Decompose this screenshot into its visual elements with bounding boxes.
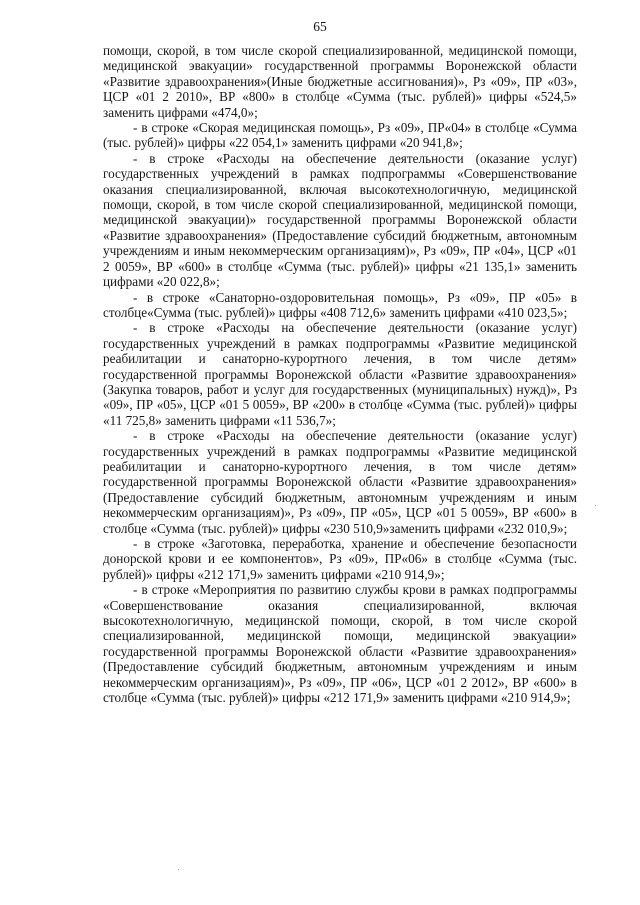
paragraph-specialized-care: - в строке «Расходы на обеспечение деятельности (оказание услуг) государственных учреждений в рамках подпрограммы «Совершенствование оказания специализированной, включая высокотехнологичную, медицинской помощи, скорой, в том числе скорой специализированной, медицинской помощи, медицинской эвакуации)» государственной программы Воронежской области «Развитие здравоохранения» (Предоставление субсидий бюджетным, автономным учреждениям и иным некоммерческим организациям)», Рз «09», ПР «04», ЦСР «01 2 0059», ВР «600» в столбце «Сумма (тыс. рублей)» цифры «21 135,1» заменить цифрами «20 022,8»; <box>103 150 577 290</box>
paragraph-continuation: помощи, скорой, в том числе скорой специализированной, медицинской помощи, медицинской эвакуации» государственной программы Воронежской области «Развитие здравоохранения»(Иные бюджетные ассигнования)», Рз «09», ПР «03», ЦСР «01 2 2010», ВР «800» в столбце «Сумма (тыс. рублей)» цифры «524,5» заменить цифрами «474,0»; <box>103 43 577 120</box>
scan-speck <box>178 869 179 870</box>
paragraph-blood-safety: - в строке «Заготовка, переработка, хранение и обеспечение безопасности донорской крови и ее компонентов», Рз «09», ПР«06» в столбце «Сумма (тыс. рублей)» цифры «212 171,9» заменить цифрами «210 914,9»; <box>103 536 577 582</box>
document-body <box>103 43 577 705</box>
paragraph-rehab-subsidies: - в строке «Расходы на обеспечение деятельности (оказание услуг) государственных учреждений в рамках подпрограммы «Развитие медицинской реабилитации и санаторно-курортного лечения, в том числе детям» государственной программы Воронежской области «Развитие здравоохранения» (Предоставление субсидий бюджетным, автономным учреждениям и иным некоммерческим организациям)», Рз «09», ПР «05», ЦСР «01 5 0059», ВР «600» в столбце «Сумма (тыс. рублей)» цифры «230 510,9»заменить цифрами «232 010,9»; <box>103 428 577 536</box>
paragraph-ambulance: - в строке «Скорая медицинская помощь», Рз «09», ПР«04» в столбце «Сумма (тыс. рублей)» цифры «22 054,1» заменить цифрами «20 941,8»; <box>103 120 577 151</box>
scan-speck <box>595 505 596 506</box>
paragraph-blood-service: - в строке «Мероприятия по развитию службы крови в рамках подпрограммы «Совершенствование оказания специализированной, включая высокотехнологичную, медицинской помощи, скорой, в том числе скорой специализированной, медицинской помощи, медицинской эвакуации» государственной программы Воронежской области «Развитие здравоохранения» (Предоставление субсидий бюджетным, автономным учреждениям и иным некоммерческим организациям)», Рз «09», ПР «06», ЦСР «01 2 2012», ВР «600» в столбце «Сумма (тыс. рублей)» цифры «212 171,9» заменить цифрами «210 914,9»; <box>103 582 577 706</box>
paragraph-rehab-procurement: - в строке «Расходы на обеспечение деятельности (оказание услуг) государственных учреждений в рамках подпрограммы «Развитие медицинской реабилитации и санаторно-курортного лечения, в том числе детям» государственной программы Воронежской области «Развитие здравоохранения» (Закупка товаров, работ и услуг для государственных (муниципальных) нужд)», Рз «09», ПР «05», ЦСР «01 5 0059», ВР «200» в столбце «Сумма (тыс. рублей)» цифры «11 725,8» заменить цифрами «11 536,7»; <box>103 320 577 428</box>
page-number: 65 <box>313 19 327 34</box>
paragraph-sanatorium: - в строке «Санаторно-оздоровительная помощь», Рз «09», ПР «05» в столбце«Сумма (тыс. рублей)» цифры «408 712,6» заменить цифрами «410 023,5»; <box>103 289 577 320</box>
